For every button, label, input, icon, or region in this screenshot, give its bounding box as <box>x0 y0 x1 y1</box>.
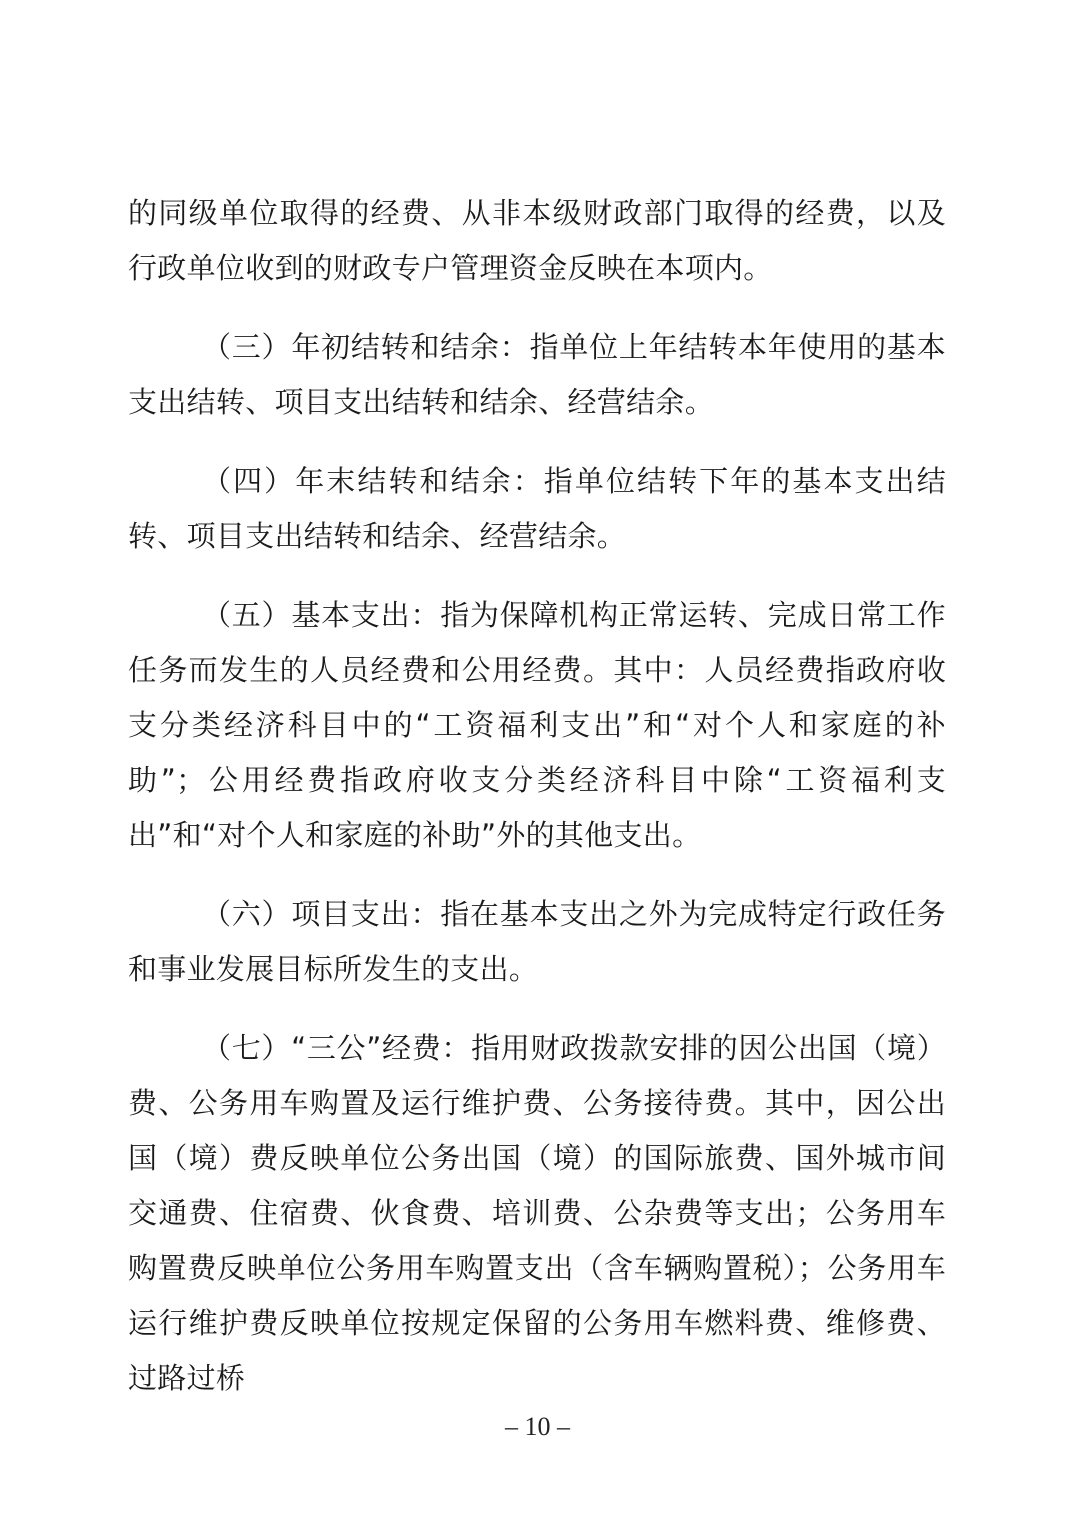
document-body <box>128 186 946 1430</box>
paragraph-item-3: （三）年初结转和结余：指单位上年结转本年使用的基本支出结转、项目支出结转和结余、经营结余。 <box>128 330 946 419</box>
paragraph-item-4: （四）年末结转和结余：指单位结转下年的基本支出结转、项目支出结转和结余、经营结余。 <box>128 464 946 553</box>
paragraph-item-5: （五）基本支出：指为保障机构正常运转、完成日常工作任务而发生的人员经费和公用经费。其中：人员经费指政府收支分类经济科目中的“工资福利支出”和“对个人和家庭的补助”；公用经费指政府收支分类经济科目中除“工资福利支出”和“对个人和家庭的补助”外的其他支出。 <box>128 598 946 852</box>
page-number: – 10 – <box>505 1412 570 1441</box>
paragraph-item-7: （七）“三公”经费：指用财政拨款安排的因公出国（境）费、公务用车购置及运行维护费、公务接待费。其中，因公出国（境）费反映单位公务出国（境）的国际旅费、国外城市间交通费、住宿费、伙食费、培训费、公杂费等支出；公务用车购置费反映单位公务用车购置支出（含车辆购置税）；公务用车运行维护费反映单位按规定保留的公务用车燃料费、维修费、过路过桥 <box>128 1031 946 1395</box>
paragraph-continuation: 的同级单位取得的经费、从非本级财政部门取得的经费，以及行政单位收到的财政专户管理资金反映在本项内。 <box>128 196 946 285</box>
paragraph-item-6: （六）项目支出：指在基本支出之外为完成特定行政任务和事业发展目标所发生的支出。 <box>128 897 946 986</box>
